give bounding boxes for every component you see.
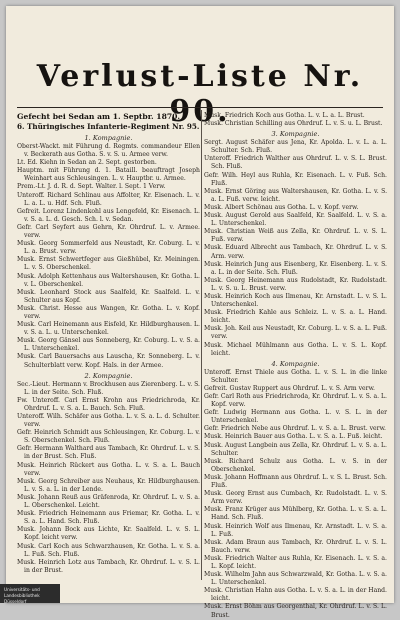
casualty-entry: Musk. Christ. Hesse aus Wangen, Kr. Gotha. L. v. Kopf. verw.	[17, 304, 200, 320]
casualty-entry: Musk. Eduard Albrecht aus Tambach, Kr. Ohrdruf. L. v. S. Arm. verw.	[204, 244, 387, 260]
casualty-entry: Musk. Georg Sommerfeld aus Neustadt, Kr. Coburg. L. v. L. a. Brust. verw.	[17, 240, 200, 256]
casualty-entry: Musk. Friedrich Walter aus Ruhla, Kr. Eisenach. L. v. S. a. L. Kopf. leicht.	[204, 554, 387, 570]
left-column-list	[17, 134, 200, 575]
left-column	[17, 112, 200, 582]
casualty-entry: Musk. Joh. Keil aus Neustadt, Kr. Coburg. L. v. S. a. L. Fuß. verw.	[204, 325, 387, 341]
casualty-entry: Gefr. Friedrich Nebe aus Ohrdruf. L. v. S. a. L. Brust. verw.	[204, 425, 386, 433]
casualty-entry: Musk. Heinrich Jung aus Eisenberg, Kr. Eisenberg. L. v. S. a. L. in der Seite. Sch. Fluß.	[204, 260, 387, 276]
casualty-entry: Musk. Wilhelm Jahn aus Schwarzwald, Kr. Gotha. L. v. S. a. L. Unterschenkel.	[204, 571, 387, 587]
casualty-entry: Musk. Adolph Kettenhaus aus Waltershausen, Kr. Gotha. L. v. L. Oberschenkel.	[17, 272, 200, 288]
stamp-line: Universitäts- und	[4, 587, 40, 592]
casualty-entry: Fw. Unteroff. Carl Ernst Krohn aus Friedrichroda, Kr. Ohrdruf. L. v. S. a. L. Bauch. Sch. Fluß.	[17, 396, 200, 412]
casualty-entry: Musk. Johann Hoffmann aus Ohrdruf. L. v. S. L. Brust. Sch. Fluß.	[204, 473, 387, 490]
column-divider	[201, 110, 202, 580]
casualty-entry: Gefreit. Lorenz Lindenkohl aus Lengefeld, Kr. Eisenach. L. v. S. a. L. d. Gesch. Sch. l. v. Sedan.	[17, 207, 200, 223]
header-rule	[17, 107, 383, 108]
casualty-entry: Gefr. Ludwig Hermann aus Gotha. L. v. S. L. in der Unterschenkel.	[204, 409, 387, 425]
casualty-entry: Musk. Heinrich Rückert aus Gotha. L. v. S. a. L. Bauch verw.	[17, 461, 200, 477]
casualty-entry: Musk. Carl Koch aus Schwarzhausen, Kr. Gotha. L. v. S. a. L. Fuß. Sch. Fluß.	[17, 542, 200, 558]
company-heading: 2. Kompagnie.	[84, 371, 133, 380]
casualty-entry: Musk. Georg Gänsel aus Sonneberg, Kr. Coburg. L. v. S. a. L. Unterschenkel.	[17, 337, 200, 353]
casualty-entry: Prem.-Lt. J. d. R. d. Sept. Walter. l. Sept. 1 Verw.	[17, 183, 166, 191]
casualty-entry: Musk. Georg Ernst aus Cumbach, Kr. Rudolstadt. L. v. S. Arm verw.	[204, 490, 387, 506]
casualty-entry: Musk. Christian Hahn aus Gotha. L. v. S. a. L. in der Hand. leicht.	[204, 587, 387, 603]
casualty-entry: Musk. Franz Krüger aus Mühlberg, Kr. Gotha. L. v. S. a. L. Hand. Sch. Fluß.	[204, 506, 387, 522]
casualty-entry: Lt. Ed. Kiehn in Sedan an 2. Sept. gestorben.	[17, 159, 157, 167]
casualty-entry: Gefr. Wilh. Heyl aus Ruhla, Kr. Eisenach. L. v. Fuß. Sch. Fluß.	[204, 171, 387, 187]
battle-heading: Gefecht bei Sedan am 1. Septbr. 1870.	[17, 112, 181, 121]
right-column	[204, 112, 387, 619]
casualty-entry: Musk. Albert Schönau aus Gotha. L. v. Kopf. verw.	[204, 203, 359, 211]
casualty-entry: Musk. Friedrich Heinemann aus Friemar, Kr. Gotha. L. v. S. a. L. Hand. Sch. Fluß.	[17, 510, 200, 526]
casualty-entry: Musk. Christian Weiß aus Zella, Kr. Ohrdruf. L. v. S. L. Fuß. verw.	[204, 228, 387, 244]
casualty-entry: Musk. Heinrich Koch aus Ilmenau, Kr. Arnstadt. L. v. S. L. Unterschenkel.	[204, 292, 387, 309]
casualty-entry: Unteroff. Wilh. Schäfer aus Gotha. L. v. S. a. L. d. Schulter. verw.	[17, 413, 200, 429]
regiment-heading: 6. Thüringisches Infanterie-Regiment Nr. 95.	[17, 122, 200, 131]
casualty-entry: Unteroff. Ernst Thiele aus Gotha. L. v. S. L. in die linke Schulter.	[204, 368, 387, 384]
casualty-entry: Musk. Friedrich Kahle aus Schleiz. L. v. S. a. L. Hand. leicht.	[204, 309, 387, 325]
casualty-entry: Musk. Michael Mühlmann aus Gotha. L. v. S. L. Kopf. leicht.	[204, 341, 387, 357]
casualty-entry: Oberst-Wackt. mit Führung d. Regmts. commandeur Ellen v. Beckerath aus Gotha. S. v. S. u. Armee verw.	[17, 143, 200, 159]
casualty-entry: Musk. Carl Bauersachs aus Lauscha, Kr. Sonneberg. L. v. Schulterblatt verw. Kopf. Hals. in der Armee.	[17, 353, 200, 369]
casualty-entry: Musk. Ernst Göring aus Waltershausen, Kr. Gotha. L. v. S. a. L. Fuß. verw. leicht.	[204, 187, 387, 203]
casualty-entry: Musk. August Langbein aus Zella, Kr. Ohrdruf. L. v. S. a. L. Schulter.	[204, 441, 387, 457]
casualty-entry: Musk. Georg Schreiber aus Neuhaus, Kr. Hildburghausen. L. v. S. a. L. in der Lende.	[17, 477, 200, 493]
casualty-entry: Musk. Johann Bock aus Lichte, Kr. Saalfeld. L. v. S. L. Kopf. leicht verw.	[17, 526, 200, 542]
casualty-entry: Sec.-Lieut. Hermann v. Brockhusen aus Zierenberg. L. v. S. L. in der Seite. Sch. Fluß.	[17, 380, 200, 396]
company-heading: 4. Kompagnie.	[271, 359, 320, 368]
library-stamp	[0, 584, 60, 603]
company-heading: 3. Kompagnie.	[271, 130, 320, 139]
casualty-entry: Gefr. Heinrich Schmidt aus Schleusingen, Kr. Coburg. L. v. S. Oberschenkel. Sch. Fluß.	[17, 429, 200, 445]
casualty-entry: Musk. Heinrich Lotz aus Tambach, Kr. Ohrdruf. L. v. S. L. in der Brust.	[17, 558, 200, 574]
casualty-entry: Gefreit. Gustav Ruppert aus Ohrdruf. L. v. S. Arm verw.	[204, 384, 375, 392]
casualty-entry: Musk. Georg Heinemann aus Rudolstadt, Kr. Rudolstadt. L. v. S. u. L. Brust. verw.	[204, 276, 387, 292]
stamp-line: Landesbibliothek Düsseldorf	[4, 593, 40, 604]
casualty-entry: Musk. Richard Schulz aus Gotha. L. v. S. in der Oberschenkel.	[204, 457, 387, 473]
casualty-entry: Musk. Christian Schilling aus Ohrdruf. L. v. S. u. L. Brust.	[204, 120, 383, 128]
casualty-entry: Musk. Heinrich Wolf aus Ilmenau, Kr. Arnstadt. L. v. S. a. L. Fuß.	[204, 522, 387, 538]
casualty-entry: Musk. Heinrich Bauer aus Gotha. L. v. S. a. L. Fuß. leicht.	[204, 433, 383, 441]
casualty-entry: Musk. Ernst Böhm aus Georgenthal, Kr. Ohrdruf. L. v. S. L. Brust.	[204, 603, 387, 619]
casualty-entry: Musk. Ernst Schwertfeger aus Gießhübel, Kr. Meiningen. L. v. S. Oberschenkel.	[17, 256, 200, 272]
casualty-entry: Musk. Carl Heinemann aus Eisfeld, Kr. Hildburghausen. L. v. S. a. L. u. Unterschenkel.	[17, 321, 200, 337]
right-column-list	[204, 112, 387, 620]
casualty-entry: Musk. Friedrich Koch aus Gotha. L. v. L. a. L. Brust.	[204, 112, 365, 119]
casualty-entry: Unteroff. Richard Schlinau aus Affolter, Kr. Eisenach. L. v. L. a. L. u. Hdf. Sch. Fluß.	[17, 191, 200, 207]
casualty-entry: Musk. Leonhard Stock aus Saalfeld, Kr. Saalfeld. L. v. Schulter aus Kopf.	[17, 288, 200, 304]
casualty-entry: Hauptm. mit Führung d. 1. Bataill. beauftragt Joseph Weinhart aus Schleusingen. L. v. Hauptbr. u. Armee.	[17, 167, 200, 183]
casualty-entry: Gefr. Carl Roth aus Friedrichroda, Kr. Ohrdruf. L. v. S. a. L. Kopf. verw.	[204, 393, 387, 409]
casualty-entry: Sergt. August Schäfer aus Jena, Kr. Apolda. L. v. L. a. L. Schulter. Sch. Fluß.	[204, 139, 387, 155]
casualty-entry: Gefr. Carl Seyfert aus Gehrn, Kr. Ohrdruf. L. v. Armee. verw.	[17, 223, 200, 240]
casualty-entry: Gefr. Hermann Walthard aus Tambach, Kr. Ohrdruf. L. v. S. in der Brust. Sch. Fluß.	[17, 445, 200, 461]
casualty-entry: Musk. August Gerold aus Saalfeld, Kr. Saalfeld. L. v. S. a. L. Unterschenkel.	[204, 212, 387, 228]
newspaper-page	[6, 6, 394, 619]
casualty-entry: Musk. Johann Reuß aus Gräfenroda, Kr. Ohrdruf. L. v. S. a. L. Oberschenkel. Leicht.	[17, 493, 200, 510]
casualty-entry: Musk. Adam Braun aus Tambach, Kr. Ohrdruf. L. v. S. L. Bauch. verw.	[204, 538, 387, 554]
company-heading: 1. Kompagnie.	[84, 134, 133, 142]
casualty-entry: Unteroff. Friedrich Walther aus Ohrdruf. L. v. S. L. Brust. Sch. Fluß.	[204, 155, 387, 171]
page-title: Verlust-Liste Nr. 90.	[36, 59, 364, 129]
